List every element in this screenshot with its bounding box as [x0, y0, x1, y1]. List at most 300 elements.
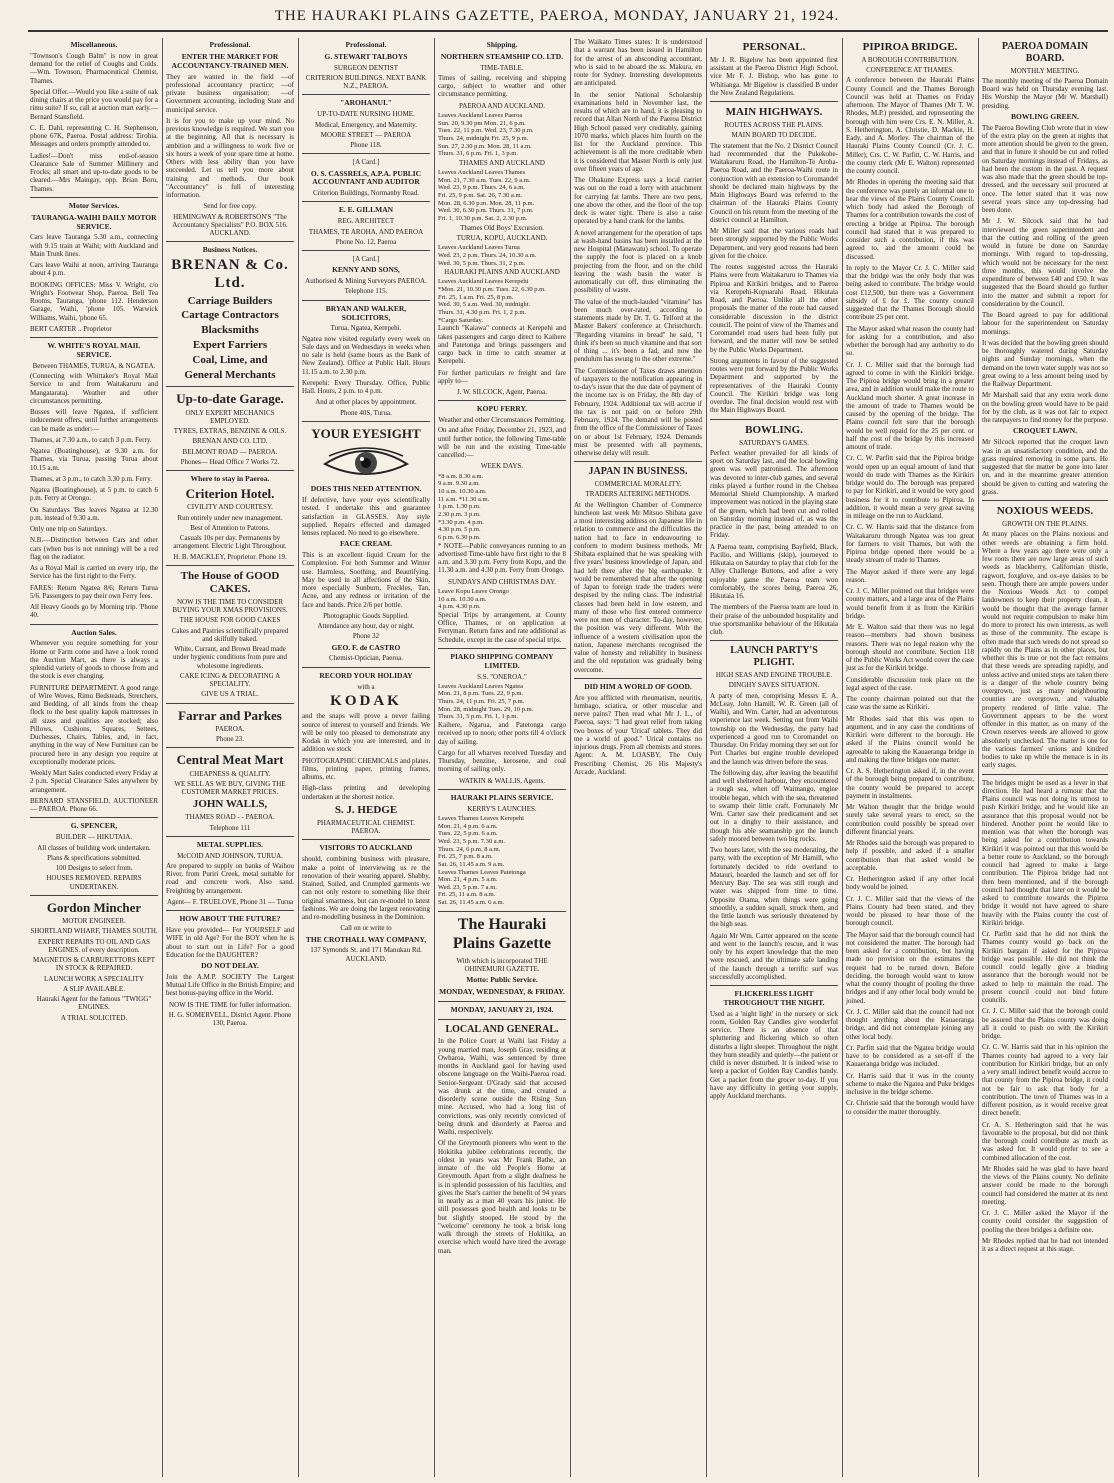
article-subheading: CONFERENCE AT THAMES. — [866, 66, 954, 75]
article-subheading: A BOROUGH CONTRIBUTION. — [861, 55, 959, 64]
article-paragraph: The following day, after leaving the beautiful and well sheltered harbour, they encountered a rough sea, when off Waimango, engine trouble began, which with the sea, threatened to swamp their little craft. Fortunately Mr Wm. Carter saw their predicament and set out in a dinghy to their assistance, and though his able seamanship got the launch safely moored between two big rocks. — [710, 768, 838, 843]
ad-text: For further particulars re freight and fare apply to— — [438, 368, 566, 385]
ad-text: Call on or write to — [340, 924, 392, 933]
timetable-row: Sat. 26, 11.45 a.m. 9 a.m. — [438, 860, 505, 868]
timetable-row: Fri. 1, 10.30 p.m. Sat. 2, 2.30 p.m. — [438, 215, 528, 223]
ad-text: Phones— Head Office 7 Works 72. — [180, 457, 280, 466]
ad-text: Thames, at 3 p.m., to catch 3.30 p.m. Ferry. — [30, 474, 153, 483]
timetable-row: 10 a.m. 10.30 a.m. — [438, 595, 487, 603]
timetable-row: Leaves Thames Leaves Patetonga — [438, 868, 526, 876]
ad-text: Phone 40S, Turua. — [340, 408, 392, 417]
ad-text: with a — [357, 682, 375, 691]
ad-text: Blacksmiths — [201, 324, 259, 337]
timetable-row: Leaves Auckland Leaves Turua — [438, 244, 520, 252]
divider — [710, 101, 838, 102]
classified-ad: Special Offer.—Would you like a suite of oak dining chairs at the price you would pay for a rimu suite? If so, call at auction mart early.—Bernard Stansfield. — [30, 87, 158, 121]
ad-text: WEEK DAYS. — [480, 462, 524, 471]
timetable-row: Thurs. 31, 5 p.m. Fri. 1, 1 p.m. — [438, 713, 518, 721]
ad-text: 137 Symonds St. and 171 Manukau Rd. AUCKLAND. — [310, 946, 422, 963]
article-paragraph: Mr Rhodes said the borough was prepared to help if possible, and asked if a smaller contribution than that asked would be acceptable. — [846, 839, 974, 872]
article-paragraph: The Commissioner of Taxes draws attention of taxpayers to the notification appearing in to-day's issue that the due date of payment of the income tax is on Friday, the 8th day of February, 1924. Additional tax will accrue if the tax is not paid on or before 29th February, 1924. The demand will be posted from the office of the Commissioner of Taxes on or about 1st February, 1924. Demands must be presented with all payments, otherwise delay will result. — [574, 366, 702, 457]
section-heading: Business Notices. — [202, 245, 258, 255]
article-subheading: TRADERS ALTERING METHODS. — [585, 490, 691, 499]
article-subheading: DINGHY SAVES SITUATION. — [728, 681, 820, 690]
ad-text: Medical, Emergency, and Maternity. — [315, 120, 417, 129]
article-subheading: HIGH SEAS AND ENGINE TROUBLE. — [715, 671, 833, 679]
ad-text: Motto: Public Service. — [466, 975, 538, 985]
ad-heading: E. E. GILLMAN — [338, 205, 394, 215]
article-paragraph: Cr. C. W. Harris said that the distance from Waitakaruru through Ngatea was too great for farmers to visit Thames, but with the Pipiroa bridge opened there would be a steady stream of trade to Thames. — [846, 523, 974, 565]
ad-heading: RECORD YOUR HOLIDAY — [319, 670, 413, 680]
divider — [166, 836, 294, 837]
timetable-row: Thurs. 24, 11 p.m. Fri. 25, 7 p.m. — [438, 698, 525, 706]
ad-heading: KOPU FERRY. — [476, 404, 528, 414]
ad-text: EXPERT REPAIRS TO OIL AND GAS ENGINES. of every description. — [37, 937, 151, 954]
ad-text: Criterion Buildings, Normanby Road. — [313, 189, 419, 198]
ad-heading: METAL SUPPLIES. — [196, 839, 264, 849]
column-3 — [302, 38, 430, 1477]
ad-heading: FACE CREAM. — [340, 539, 392, 549]
ad-text: It is for you to make up your mind. No previous knowledge is required. We start you at the beginning. All that is necessary is ambition and a willingness to work five or six hours a week of your spare time at home. Others with less ability than you have succeeded. Let us tell you more about training and methods. Our book "Accountancy" is full of interesting information. — [166, 116, 294, 200]
column-rule — [570, 38, 571, 1477]
ad-text: Chemist-Optician, Paeroa. — [328, 654, 404, 663]
article-paragraph: The monthly meeting of the Paeroa Domain Board was held on Thursday evening last. His Worship the Mayor (Mr W. Marshall) presiding. — [982, 76, 1108, 110]
ad-text: NOW IS THE TIME for fuller information. — [169, 1000, 291, 1009]
column-4 — [438, 38, 566, 1477]
ad-text: Run entirely under new management. — [177, 513, 283, 522]
article-paragraph: Two hours later, with the sea moderating, the party, with the exception of Mr Hamill, who fortunately decided to ride overland to Matauri, boarded the launch and set off for Mercury Bay. The sea was still rough and water was shipped from time to time. Opposite Otama, when things were going smoothly, a sudden squall, struck them, and the little launch was seriously threatened by the high seas. — [710, 846, 838, 929]
article-paragraph: In reply to the Mayor Cr. J. C. Miller said that the bridge was the only body that was being asked to contribute. The bridge would cost £12,500, but there was a Government subsidy of £ for £. The county council suggested that the Thames Borough should contribute 25 per cent. — [846, 263, 974, 322]
ad-text: Busses will leave Ngatea, if sufficient inducement offers, until further arrangements can be made as under:— — [30, 408, 158, 433]
article-paragraph: At many places on the Plains noxious and other weeds are obtaining a firm hold. Where a few years ago there were only a few roots there are now large areas of such weeds as blackberry, Californian thistle, ragwort, foxglove, and ox-eye daisies to be seen. Though there are ample powers under the Noxious Weeds Act to compel landowners to keep their property clean, it would be thought that the average farmer would not require compulsion to make him do more to protect his own interests, as well as those of the community. The escape is often made that such weeds do not spread so rapidly on the Plains as in other places, but whether this is true or not the fact remains that these weeds are spreading rapidly, and unless active and united steps are taken there is a danger of the whole country being overgrown, just as many neighbouring counties are overgrown, and valuable property rendered of little value. The Government appears to be the worst offender in this matter, as on many of the Crown reserves weeds are allowed to grow absolutely unchecked. The matter is one for the various farmers' unions and kindred bodies to take up while the menace is in its early stages. — [982, 530, 1108, 770]
divider — [302, 667, 430, 668]
divider — [166, 565, 294, 566]
divider — [302, 300, 430, 301]
ad-heading: Central Meat Mart — [176, 752, 284, 768]
ad-text: GEO. F. de CASTRO — [331, 642, 401, 652]
timetable-row: Leave Kopu Leave Orongo — [438, 587, 509, 595]
timetable-row: Mon. 21, 8 p.m. Tues. 22, 9 p.m. — [438, 690, 524, 698]
timetable-row: Leaves Auckland Leaves Paeroa — [438, 111, 523, 119]
ad-text: UP-TO-DATE NURSING HOME. — [317, 110, 415, 119]
article-headline: LAUNCH PARTY'S PLIGHT. — [730, 645, 818, 669]
divider — [166, 241, 294, 242]
divider — [302, 153, 430, 154]
ad-text: MOTOR ENGINEER. — [62, 917, 126, 926]
ad-heading: BRENAN & Co. Ltd. — [171, 257, 289, 291]
ad-heading: VISITORS TO AUCKLAND — [319, 843, 413, 853]
ad-text: Used as a 'night light' in the nursery or sick room, Golden Ray Candles give wonderful service. There is an absence of that spluttering and flickering which so often disturbs a light sleeper. Throughout the night they burn steadily and quietly—the patient or child is never disturbed. It is indeed wise to keep a packet of Golden Ray Candles handy. Get a packet from the grocer to-day. If you have any difficulty in getting your supply, apply Auckland merchants. — [710, 1009, 838, 1101]
article-paragraph: Cr. J. C. Miller pointed out that bridges were county matters, and a large area of the Plains would benefit from it as from the Kirikiri bridge. — [846, 587, 974, 620]
article-paragraph: The Mayor asked if there were any legal reason. — [846, 567, 974, 584]
divider — [438, 789, 566, 790]
timetable-row: Mon. 28, 6.30 p.m. Mon. 28, 11 p.m. — [438, 199, 535, 207]
ad-text: FURNITURE DEPARTMENT. A good range of Wire Woves, Rimu Bedsteads, Stretchers, and Bedding, of all kinds from the cheap flock to the best quality kapok mattresses in all sizes and qualities are stocked; also Pillows, Cushions, Squares, Settees, Duchesses, Chairs, Tables, and, in fact, anything in the way of New Furniture can be procured here in any design you require at exceptionally moderate prices. — [30, 683, 158, 766]
ad-text: H. G. SOMERVELL, District Agent. Phone 130, Paeroa. — [168, 1010, 292, 1028]
timetable-row: Leaves Auckland Leaves Kerepehi — [438, 278, 529, 286]
timetable-row: Leaves Auckland Leaves Ngatea — [438, 682, 524, 690]
article-subheading: ROUTES ACROSS THE PLAINS. — [724, 121, 824, 130]
ad-heading: G. SPENCER, — [70, 821, 118, 831]
divider — [438, 1019, 566, 1020]
dateline: MONDAY, JANUARY 21, 1924. — [450, 1004, 554, 1014]
ad-text: A TRIAL SOLICITED. — [60, 1013, 128, 1022]
ad-heading: S. J. HEDGE — [334, 803, 398, 816]
article-headline: NOXIOUS WEEDS. — [996, 505, 1094, 518]
section-heading: Professional. — [209, 40, 251, 49]
timetable-row: 10 a.m. 10.30 a.m. — [438, 488, 487, 496]
ad-text: All classes of building work undertaken. — [37, 843, 151, 852]
ad-text: With which is incorporated THE OHINEMURI GAZETTE. — [456, 956, 548, 973]
divider — [302, 250, 430, 251]
divider — [710, 419, 838, 420]
column-7 — [846, 38, 974, 1477]
ad-heading: KODAK — [330, 692, 402, 709]
timetable-row: 4 p.m. 4.30 p.m. — [438, 603, 481, 611]
ad-text: This is an excellent liquid Cream for the Complexion. For both Summer and Winter use. Harmless, Soothing, and Beautifying. May be used in all affections of the Skin, more especially Sunburn, Freckles, Tan, Acne, and any redness or irritation of the face and hands. Price 2/6 per bottle. — [302, 551, 430, 609]
ad-text: Have you provided— For YOURSELF and WIFE in old Age? For the BOY when he is about to start out in Life? For a good Education for the DAUGHTER? — [166, 926, 294, 959]
ad-text: (Connecting with Whittaker's Royal Mail Service to and from Waitakaruru and Mangatarata). Weather and other circumstances permitting. — [30, 372, 158, 405]
ad-heading: HOW ABOUT THE FUTURE? — [179, 914, 281, 924]
section-heading: Motor Services. — [68, 200, 120, 210]
ad-heading: "AROHANUI." — [340, 98, 392, 108]
divider — [302, 201, 430, 202]
ad-heading: Gordon Mincher — [46, 899, 142, 915]
article-subheading: MAIN BOARD TO DECIDE. — [731, 131, 817, 140]
ad-text: Phone No. 12, Paeroa — [335, 237, 397, 246]
ad-text: Cars leave Tauranga 5.30 a.m., connecting with 9.15 train at Waihi; with Auckland and Main Trunk lines. — [30, 233, 158, 258]
ad-heading: BRYAN AND WALKER, SOLICITORS, — [325, 303, 407, 322]
ad-text: REG. ARCHITECT — [337, 217, 395, 226]
article-paragraph: Cr. Christie said that the borough would have to consider the matter thoroughly. — [846, 1099, 974, 1116]
article-paragraph: A Paeroa team, comprising Bayfield, Black, Pacilio, and Williams (skip), journeyed to Hikutaia on Saturday to play that club for the Alley Challenge Buttons, and after a very enjoyable game the Paeroa team won comfortably, the scores being, Paeroa 26, Hikutaia 16. — [710, 542, 838, 601]
ad-text: Are prepared to supply on banks of Waihou River, from Puriri Creek, metal suitable for road and concrete work. Also sand. Freighting by arrangement. — [166, 861, 294, 895]
ad-heading: KENNY AND SONS, — [332, 265, 400, 275]
ad-text: should, combining business with pleasure, make a point of interviewing us re the renovation of their wearing apparel. Shabby, Stained, Soiled, and Crumpled garments we can not only restore to something like their original smartness, but can re-model to latest fashions. We are doing the largest renovating and re-modelling business in the Dominion. — [302, 855, 430, 922]
ad-text: On Saturdays 'Bus leaves Ngatea at 12.30 p.m. instead of 9.30 a.m. — [30, 505, 158, 522]
article-paragraph: Cr. Harris said that it was in the county scheme to make the Ngatea and Puke bridges inclusive in the bridge scheme. — [846, 1071, 974, 1097]
ad-text: Telephone 115. — [344, 287, 388, 296]
ad-text: PHARMACEUTICAL CHEMIST. PAEROA. — [316, 818, 415, 836]
article-paragraph: In the Police Court at Waihi last Friday a young married man, Joseph Gray, residing at Owharoa, Waihi, was sentenced by three months in Auckland gaol for having used obscene language on the Waihi-Paeroa road. Senior-Sergeant O'Grady said that accused was drunk at the time, and created a disorderly scene outside the Rising Sun mine. Accused, who had a long list of convictions, was only recently convicted of being drunk and disorderly at Paeroa and Waihi, respectively. — [438, 1037, 566, 1137]
timetable-row: 4.30 p.m. 5 p.m. — [438, 526, 481, 534]
timetable-row: Fri. 25, 1 a.m. Fri. 25, 8 p.m. — [438, 293, 514, 301]
column-rule — [298, 38, 299, 1477]
ad-heading: PIAKO SHIPPING COMPANY LIMITED. — [450, 651, 554, 670]
ad-text: CAKE ICING & DECORATING A SPECIALITY. — [179, 671, 281, 688]
ad-text: And at other places by appointment. — [315, 398, 417, 407]
ad-text: SUNDAYS AND CHRISTMAS DAY. — [448, 577, 556, 586]
article-headline: LOCAL AND GENERAL. — [445, 1023, 559, 1035]
article-paragraph: Mr Rhodes in opening the meeting said that the conference was purely an informal one to hear the views of the Plains County Council, which body had asked the Borough of Thames for a contribution towards the cost of erecting a bridge at Pipiroa. The borough council had stated that it was prepared to consider such a contribution, if this was agreed to, and the amount could be discussed. — [846, 178, 974, 261]
ad-text: CIVILITY AND COURTESY. — [187, 503, 273, 512]
ad-text: KERRY'S LAUNCHES. — [467, 804, 537, 813]
article-subheading: GROWTH ON THE PLAINS. — [1002, 520, 1088, 528]
ad-heading: TAURANGA-WAIHI DAILY MOTOR SERVICE. — [31, 212, 157, 231]
ad-text: 100 Designs to select from. — [55, 864, 133, 872]
classified-ad: C. E. Dahl, representing C. H. Stephenson, phone 67K, Paeroa. Postal address: Tirohia. Messages and orders promptly attended to. — [30, 123, 158, 149]
article-paragraph: Cr. J. C. Miller said that the views of the Plains County had been stated, and they would be pleased to hear those of the borough council. — [846, 894, 974, 928]
divider — [710, 640, 838, 641]
article-paragraph: Cr. Parfitt said that the Ngatea bridge would have to be considered as a set-off if the Kauaeranga bridge was included. — [846, 1043, 974, 1069]
timetable-row: Fri. 25, 9 p.m. Sat. 26, 7.30 a.m. — [438, 192, 523, 200]
timetable-row: Leaves Auckland Leaves Thames — [438, 169, 526, 177]
ad-text: SHORTLAND WHARF, THAMES SOUTH. — [30, 927, 158, 936]
ad-text: TYRES, EXTRAS, BENZINE & OILS. — [173, 427, 287, 436]
timetable-row: Leaves Thames Leaves Kerepehi — [438, 814, 524, 822]
ad-text: Authorised & Mining Surveyors PAEROA. — [305, 277, 427, 286]
ad-text: Cakes and Pastries scientifically prepared and skilfully baked. — [171, 626, 289, 643]
column-6 — [710, 38, 838, 1477]
article-paragraph: Mr J. R. Bigelow has been appointed first assistant at the Paeroa District High School, vice Mr F. J. Bishop, who has gone to Whitianga. Mr Bigelow is classified B under the New Zealand Regulations. — [710, 55, 838, 97]
timetable-row: 11 a.m. *11.30 a.m. — [438, 495, 490, 503]
article-headline: JAPAN IN BUSINESS. — [588, 466, 688, 478]
timetable-row: Sun. 20, 9.30 pm Mon. 21, 6 p.m. — [438, 119, 526, 127]
ad-text: TIME-TABLE. — [480, 63, 524, 72]
article-paragraph: The routes suggested across the Hauraki Plains were from Waitakaruru to Thames via Pipiroa and Kirikiri bridges, and to Paeroa via Kerepehi-Kopuarahi Road, Hikutaia Road, and Paeroa. Unlike all the other proposals the matter of the route had caused considerable discussion in the district council. The point of view of the Thames and Coromandel road users had been fully put forward, and the matter will now be settled by the Public Works Department. — [710, 263, 838, 354]
article-paragraph: The bridges might be used as a lever in that direction. He had heard a rumour that the Plains council was not doing its utmost to push Kirikiri bridge, and he would like an assurance that this proposal would not be hindered. Another point he would like to mention was that when the borough was being asked for a contribution towards Kirikiri it was pointed out that this would be a better route to Auckland, so the borough council had agreed to make a large contribution. The Pipiroa bridge had not then been mentioned, and if the borough council had thought that later on it would be asked to contribute towards the Pipiroa bridge it would not have agreed to share heavily with the Plains county the cost of Kirikiri bridge. — [982, 778, 1108, 927]
ad-text: McCOID AND JOHNSON, TURUA. — [177, 851, 283, 860]
ad-text: Ngatea (Boatinghouse), at 9.30 a.m. for Thames, via Turua, passing Turua about 10.15 a.m. — [30, 447, 158, 472]
article-paragraph: Cr. A. S. Hetherington said that he was favourable to the proposal, but did not think the borough could contribute as much as was asked for. It would prefer to see a combined allocation of the cost. — [982, 1120, 1108, 1162]
ad-text: PAEROA. — [215, 724, 245, 733]
divider — [438, 648, 566, 649]
ad-text: H. B. MACKLEY, Proprietor. Phone 19. — [173, 552, 287, 561]
ad-text: White, Currant, and Brown Bread made under hygienic conditions from pure and wholesome ingredients. — [172, 645, 288, 670]
ad-text: Expert Farriers — [192, 339, 268, 352]
ad-text: DO NOT DELAY. — [201, 961, 259, 971]
article-paragraph: Cr. J. C. Miller said that the borough had agreed to come in with the Kirikiri bridge. The Pipiroa bridge would bring in a greater area, and in addition would make the route to Auckland much shorter. A great increase in the amount of trade to Thames would be caused by the opening of the bridge. The Plains council felt sure that the borough would be well repaid for the 25 per cent. or half the cost of the bridge by this increased amount of trade. — [846, 360, 974, 452]
ad-text: They are wanted in the field —of professional accountancy practice; —of private business organisation; —of Government accounting, including State and municipal service. — [166, 72, 294, 114]
article-paragraph: The statement that the No. 2 District Council had recommended that the Pukekohe-Waitakaruru Road, the Hamilton-Te Aroha-Paeroa Road, and the Paeroa-Waihi route in conjunction with an extension to Coromandel should be declared main highways by the Main Highways Board was referred to the chairman of the Hauraki Plains County Council on his return from the meeting of the district council at Hamilton. — [710, 141, 838, 224]
ad-text: Cartage Contractors — [181, 309, 279, 322]
ad-text: Only one trip on Saturdays. — [30, 525, 108, 534]
ad-text: Casuals 10s per day. Permanents by arrangement. Electric Light Throughout. — [173, 534, 287, 551]
ad-text: HEMINGWAY & ROBERTSON'S "The Accountancy Specialists" P.O. BOX 516. AUCKLAND. — [172, 212, 288, 238]
article-paragraph: Cr. Hetherington asked if any other local body would be joined. — [846, 875, 974, 892]
article-paragraph: The value of the much-lauded "vitamine" has been much over-rated, according to statements made by Dr. T. G. Telford at the Master Bakers' conference at Christchurch. "Regarding vitamins in bread" he said, "I think it's been so much vitamine and that sort of thing ... it's been a fad, and now the pendulum has swung to the other extreme." — [574, 297, 702, 364]
article-paragraph: The members of the Paeroa team are loud in their praise of the unbounded hospitality and true sportsmanlike behaviour of the Hikutaia club. — [710, 603, 838, 637]
timetable-row: Wed. 23, 5 p.m. 7 a.m. — [438, 883, 497, 891]
timetable-row: Tues. 22, 11 p.m. Wed. 23, 7.30 p.m. — [438, 127, 534, 135]
article-headline: MAIN HIGHWAYS. — [725, 106, 823, 119]
ad-text: On and after Friday, December 21, 1923, and until further notice, the following Time-table will be run and the existing Time-table cancelled:— — [438, 426, 566, 460]
column-rule — [162, 38, 163, 1477]
ad-text: Cars leave Waihi at noon, arriving Tauranga about 4 p.m. — [30, 261, 158, 278]
article-headline: PERSONAL. — [742, 41, 806, 53]
ad-text: Phone 23. — [216, 735, 244, 744]
ad-text: CHEAPNESS & QUALITY. — [189, 769, 271, 778]
ad-text: All Heavy Goods go by Morning trip. 'Phone 40. — [30, 603, 158, 620]
timetable-row: Sat. 26, 11.45 a.m. 6 a.m. — [438, 899, 505, 907]
column-rule — [978, 38, 979, 1477]
article-paragraph: Cr. C. W. Harris said that in his opinion the Thames county had agreed to a very fair contribution for Kirikiri bridge, but an only a very small indirect benefit would accrue to that county from the Pipiroa bridge, it could not be fair to ask that body for a contribution. The town of Thames was in a different position, as it would receive great direct benefit. — [982, 1043, 1108, 1118]
ad-text: TURUA, KOPU, AUCKLAND. — [456, 233, 548, 242]
article-paragraph: Cr. C. W. Parfitt said that the Pipiroa bridge would open up an equal amount of land that would do trade with Thames as the Kirikiri bridge would do. The borough was prepared to pay for Kirikiri, and it would be very good business for it to contribute to Pipiroa. In addition, it would mean a very great saving in mileage on the run to Auckland. — [846, 454, 974, 521]
timetable-row: Wed. 23, 5 p.m. 7.30 a.m. — [438, 837, 505, 845]
ad-heading: ENTER THE MARKET FOR ACCOUNTANCY-TRAINED MEN. — [171, 51, 289, 70]
article-paragraph: A party of men, comprising Messrs E. A. McLeay, John Hamill, W. R. Green (all of Waihi), and Wm. Carter, had an adventurous experience last week. Setting out from Waihi township on the Wednesday, the party had experienced a good run to Coromandel on Thursday. On Friday morning they set out for Port Charles but engine trouble developed and the launch was driven before the seas. — [710, 691, 838, 766]
article-paragraph: The Waikato Times states: It is understood that a warrant has been issued in Hamilton for the arrest of an absconding accountant, who is said to be aboard the ss. Makura, en route for Sydney. Interesting developments are anticipated. — [574, 38, 702, 88]
ad-text: WATKIN & WALLIS, Agents. — [458, 776, 545, 785]
divider — [30, 624, 158, 625]
article-paragraph: Mr E. Walton said that there was no legal reason—members had shown business reasons. There was no legal reason why the borough should not contribute. Section 118 of the Public Works Act would cover the case just as for the Kirikiri bridge. — [846, 623, 974, 673]
ad-heading: Farrar and Parkes — [178, 707, 282, 723]
timetable-row: Wed. 30, 5 p.m. Thurs. 31, 2 p.m. — [438, 259, 526, 267]
divider — [30, 895, 158, 896]
divider — [710, 985, 838, 986]
ad-text: Thames Old Boys' Excursion. — [460, 223, 544, 232]
timetable-row: Thurs. 31, 4.30 p.m. Fri. 1, 2 p.m. — [438, 309, 527, 317]
ad-text: Kerepehi: Every Thursday. Office, Public Hall. Hours, 2 p.m. to 4 p.m. — [302, 378, 430, 396]
ad-text: PHOTOGRAPHIC CHEMICALS and plates, films, printing paper, printing frames, albums, etc. — [302, 756, 430, 782]
divider — [166, 747, 294, 748]
ad-text: Plans & specifications submitted. — [47, 853, 141, 862]
timetable-row: Tues. 22, 5 p.m. 6 a.m. — [438, 830, 498, 838]
divider — [302, 839, 430, 840]
ad-text: MONDAY, WEDNESDAY, & FRIDAY. — [439, 986, 565, 996]
timetable-row: Wed. 23, 9 p.m. Thurs. 24, 6 a.m. — [438, 184, 525, 192]
ad-heading: YOUR EYESIGHT — [311, 425, 421, 441]
gazette-nameplate: The Hauraki Plains Gazette — [452, 915, 552, 952]
article-paragraph: Mr Silcock reported that the croquet lawn was in an unsatisfactory condition, and the grass required removing in some parts. He suggested that the matter be gone into later on, and in the meantime greater attention should be given to cutting and watering the grass. — [982, 438, 1108, 496]
ad-text: PAEROA AND AUCKLAND. — [459, 101, 545, 110]
ad-text: JOHN WALLS, — [192, 798, 268, 811]
ad-text: DOES THIS NEED ATTENTION. — [310, 484, 422, 494]
article-paragraph: A conference between the Hauraki Plains County Council and the Thames Borough Council was held at Thames on Friday afternoon. The Mayor of Thames (Mr T. W. Rhodes, M.P.) presided, and representing the borough with him were Crs. E. N. Miller, A. S. Hetherington, A. Christie, D. Mackie, H. Eady, and A. Morley. The chairman of the Hauraki Plains County Council (Cr. J. C. Miller), Crs. C. W. Parfitt, C. W. Harris, and the county clerk (Mr E. Walton) represented the county council. — [846, 76, 974, 176]
article-paragraph: The Ohakune Express says a local carrier was out on the road a lorry with attachment for carrying fat lambs. There are two pens, one above the other, and the floor of the top deck is water tight. There is also a raise operated by a hand crank for the lambs. — [574, 176, 702, 226]
timetable-row: 1 p.m. 1.30 p.m. — [438, 503, 481, 511]
ad-text: As a Royal Mail is carried on every trip, the Service has the first right to the Ferry. — [30, 564, 158, 581]
divider — [30, 337, 158, 338]
ad-heading: The House of GOOD CAKES. — [180, 569, 280, 595]
article-subheading: BOWLING GREEN. — [1011, 111, 1079, 121]
divider — [982, 500, 1108, 501]
ad-text: Whenever you require something for your Home or Farm come and have a look round the Auction Mart, as there is always a splendid variety of goods to choose from and the stock is ever changing. — [30, 639, 158, 681]
ad-heading: DID HIM A WORLD OF GOOD. — [584, 681, 692, 691]
section-heading: Shipping. — [486, 40, 518, 49]
ad-heading: G. STEWART TALBOYS — [324, 51, 408, 61]
divider — [302, 421, 430, 422]
ad-text: Attendance any hour, day or night. — [317, 622, 415, 631]
timetable-row: Thurs. 24, 6 p.m. 8 a.m. — [438, 845, 501, 853]
article-paragraph: Mr Rhodes replied that he had not intended it as a direct request at this stage. — [982, 1236, 1108, 1253]
timetable-row: Sun. 27, 2.30 p.m. Mon. 28, 11 a.m. — [438, 142, 532, 150]
section-heading: Miscellaneous. — [70, 40, 118, 49]
ad-text: High-class printing and developing undertaken at the shortest notice. — [302, 784, 430, 801]
ad-heading: W. WHITE'S ROYAL MAIL SERVICE. — [47, 341, 141, 359]
timetable-row: Mon. 21, 7.30 a.m. Tues. 22, 9 a.m. — [438, 176, 531, 184]
ad-text: Times of sailing, receiving and shipping cargo, subject to weather and other circumstance permitting. — [438, 73, 566, 99]
divider — [302, 94, 430, 95]
timetable-row: Fri. 25, 7 p.m. 8 a.m. — [438, 853, 493, 861]
ad-text: BOOKING OFFICES: Miss V. Wright, c/o Wright's Footwear Shop, Paeroa. Bell Tea Rooms, Tauranga, 'phone 112. Henderson Garage, Waihi, 'phone 105. Warwick Williams, Waihi, 'phone 65. — [30, 280, 158, 322]
article-paragraph: Of the Greymouth pioneers who went to the Hokitika jubilee celebrations recently, the oldest in years was Mr Frank Bathe, an inmate of the old People's Home at Greymouth. Apart from a slight deafness he is in splendid possession of his faculties, and gives the Star's carrier the benefit of 94 years in nearly as a man 40 years his junior. He still possesses good health and looks to be but slightly stooped. He stood by the "welcome" ceremony he took a brisk long walk through the streets of Hokitika, an exercise which would have tired the average man. — [438, 1139, 566, 1255]
timetable-row: Mon. 21, 4 p.m. 5 a.m. — [438, 876, 498, 884]
ad-text: BUILDER — HIKUTAIA. — [55, 833, 133, 842]
ad-text: BRENAN AND CO. LTD. — [192, 437, 268, 446]
classified-ad: Ladies!—Don't miss end-of-season Clearance Sale of Summer Millinery and Frocks; all smart and up-to-date goods to be cleared.—Mrs Maingay, opp. Brian Boru, Thames. — [30, 151, 158, 193]
ad-text: and the snaps will prove a never failing source of interest to yourself and friends. We will be only too pleased to demonstrate any Kodak in which you are interested, and in addition we stock — [302, 712, 430, 754]
timetable-row: Wed. 30, 5 a.m. Wed. 30, midnight. — [438, 301, 531, 309]
timetable-row: *Mon. 21, 10.30 p.m. Tues. 22, 6.30 p.m. — [438, 286, 546, 294]
article-paragraph: The Board agreed to pay for additional labour for the superintendent on Saturday mornings. — [982, 311, 1108, 336]
article-paragraph: It was decided that the bowling green should be thoroughly watered during Saturday nights and Sunday mornings, when the demand on the town water supply was not so great owing to a less amount being used by the Railway Department. — [982, 338, 1108, 389]
article-paragraph: The Paeroa Bowling Club wrote that in view of the extra play on the green at nights that more attention should be given to the green, and that in future it should be cut and rolled on Saturday mornings instead of Fridays, as had been the custom in the past. A request was also made that the green should be top-dressed, and the necessary soil procured at once. The letter stated that it was now several years since any top-dressing had been done. — [982, 123, 1108, 215]
ad-text: BERT CARTER .. Proprietor — [30, 324, 112, 333]
ad-text: Best of Attention to Patrons. — [190, 523, 270, 532]
ad-text: Special Trips by arrangement, at County Office, Thames, or on application at Ferryman. Return fares and rate additional as Schedule, except in the case of special trips. — [438, 610, 566, 644]
ad-text: HAURAKI PLAINS AND AUCKLAND — [444, 268, 560, 277]
column-2 — [166, 38, 294, 1477]
article-paragraph: Cr. J. C. Miller asked the Mayor if the county could consider the suggestion of pooling the three bridges a definite one. — [982, 1209, 1108, 1234]
ad-text: THAMES AND AUCKLAND — [459, 158, 545, 167]
article-headline: BOWLING. — [745, 423, 803, 436]
ad-text: Ngatea (Boatinghouse), at 5 p.m. to catch 6 p.m. Ferry at Orongo. — [30, 486, 158, 503]
ad-text: NOW IS THE TIME TO CONSIDER BUYING YOUR XMAS PROVISIONS. — [172, 597, 288, 614]
ad-text: S.S. "ONEROA." — [477, 672, 527, 681]
article-subheading: SATURDAY'S GAMES. — [739, 438, 809, 447]
divider — [166, 470, 294, 471]
ad-text: BERNARD STANSFIELD, AUCTIONEER — PAEROA. Phone 66. — [30, 796, 158, 814]
article-headline: PIPIROA BRIDGE. — [862, 41, 958, 53]
article-paragraph: Perfect weather prevailed for all kinds of sport on Saturday last, and the local bowling green was well patronised. The afternoon was devoted to inter-club games, and several rinks played a further round in the Chelsea Memorial Shield Championship. A marked improvement was noticed in the playing state of the green, which had been cut and rolled on Saturday morning instead of, as was the practice in the past, being attended to on Friday. — [710, 448, 838, 540]
ad-text: SURGEON DENTIST — [334, 63, 398, 72]
ad-text: [A Card.] — [352, 158, 380, 167]
article-paragraph: The county chairman pointed out that the case was the same as Kirikiri. — [846, 695, 974, 712]
divider — [438, 911, 566, 912]
divider — [574, 678, 702, 679]
article-headline: PAEROA DOMAIN BOARD. — [1001, 41, 1089, 64]
ad-text: HOUSES REMOVED. REPAIRS UNDERTAKEN. — [46, 874, 142, 891]
timetable-row: Wed. 30, 6.30 p.m. Thurs. 31, 7 p.m. — [438, 207, 534, 215]
ad-text: THAMES ROAD - - PAEROA. — [185, 813, 275, 822]
ad-heading: Up-to-date Garage. — [176, 391, 284, 407]
timetable-row: Thurs. 31, 6 p.m. Fri. 1, 3 p.m. — [438, 150, 518, 158]
ad-text: Weekly Mart Sales conducted every Friday at 2 p.m. Special Clearance Sales anywhere by arrangement. — [30, 769, 158, 794]
ad-text: Thames, at 7.30 a.m., to catch 3 p.m. Ferry. — [30, 435, 152, 444]
ad-text: MOORE STREET — PAEROA — [320, 130, 412, 139]
article-paragraph: Considerable discussion took place on the legal aspect of the case. — [846, 675, 974, 692]
ad-text: Hauraki Agent for the famous "TWIGG" ENGINES. — [36, 995, 152, 1012]
timetable-row: *3.30 p.m. 4 p.m. — [438, 518, 484, 526]
article-paragraph: Strong arguments in favour of the suggested routes were put forward by the Public Works Department and supported by the representatives of the Hauraki County Council. The Kirikiri bridge was long overdue. The final decision would rest with the Main Highways Board. — [710, 356, 838, 415]
article-subheading: COMMERCIAL MORALITY. — [594, 480, 682, 489]
ad-text: CRITERION BUILDINGS. NEXT BANK N.Z., PAEROA. — [305, 73, 427, 91]
article-paragraph: Mr J. W. Silcock said that he had interviewed the green superintendent and that the cutting and rolling of the green would in future be done on Saturday mornings. With regard to top-dressing, which would not be necessary for the next three months, this would involve the expenditure of between £40 and £50. It was suggested that the Board should go further into the matter and submit a report for consideration by the Council. — [982, 217, 1108, 308]
ad-text: Phone 32 — [352, 632, 380, 641]
section-heading: Professional. — [345, 40, 387, 49]
ad-text: WE SELL AS WE BUY, GIVING THE CUSTOMER MARKET PRICES. — [174, 779, 286, 797]
ad-text: Kaihere, Ngarua, and Patetonga cargo received up to noon; other ports till 4 o'clock day of sailing. — [438, 721, 566, 746]
column-8 — [982, 38, 1108, 1477]
ad-heading: O. S. CASSRELS, A.P.A. PUBLIC ACCOUNTANT AND AUDITOR — [310, 168, 422, 187]
timetable-row: 6 p.m. 6.30 p.m. — [438, 533, 481, 541]
ad-text: GIVE US A TRIAL. — [201, 690, 259, 699]
ad-text: If defective, have your eyes scientifically tested. I undertake this and guarantee satisfaction in GLASSES. Any style supplied. Repairs effected and damaged lenses replaced. No need to go elsewhere. — [302, 496, 430, 538]
masthead-rule — [28, 30, 1108, 32]
ad-subheading: Between THAMES, TURUA, & NGATEA. — [32, 361, 156, 370]
ad-text: Turua, Ngatea, Kerepehi. — [330, 324, 402, 333]
divider — [438, 400, 566, 401]
ad-text: Launch "Kaiawa" connects at Kerepehi and takes passengers and cargo direct to Kaihere and Patetonga and brings passengers and cargo back in time to catch steamer at Kerepehi. — [438, 324, 566, 366]
timetable-row: *8 a.m. 8.30 a.m. — [438, 472, 484, 480]
divider — [574, 461, 702, 462]
timetable-row: Mon. 28, midnight Tues. 29, 10 p.m. — [438, 705, 534, 713]
ad-text: Ngatea now visited regularly every week on Sale days and on Wednesdays in weeks when no sale is held (same hours as the Bank of New Zealand). Office at Public Hall. Hours 11.15 a.m. to 2.30 p.m. — [302, 334, 430, 376]
article-paragraph: Mr Miller said that the various roads had been strongly supported by the Public Works Department, and very good reasons had been given for the choice. — [710, 227, 838, 260]
ad-text: THE HOUSE FOR GOOD CAKES — [179, 616, 281, 625]
